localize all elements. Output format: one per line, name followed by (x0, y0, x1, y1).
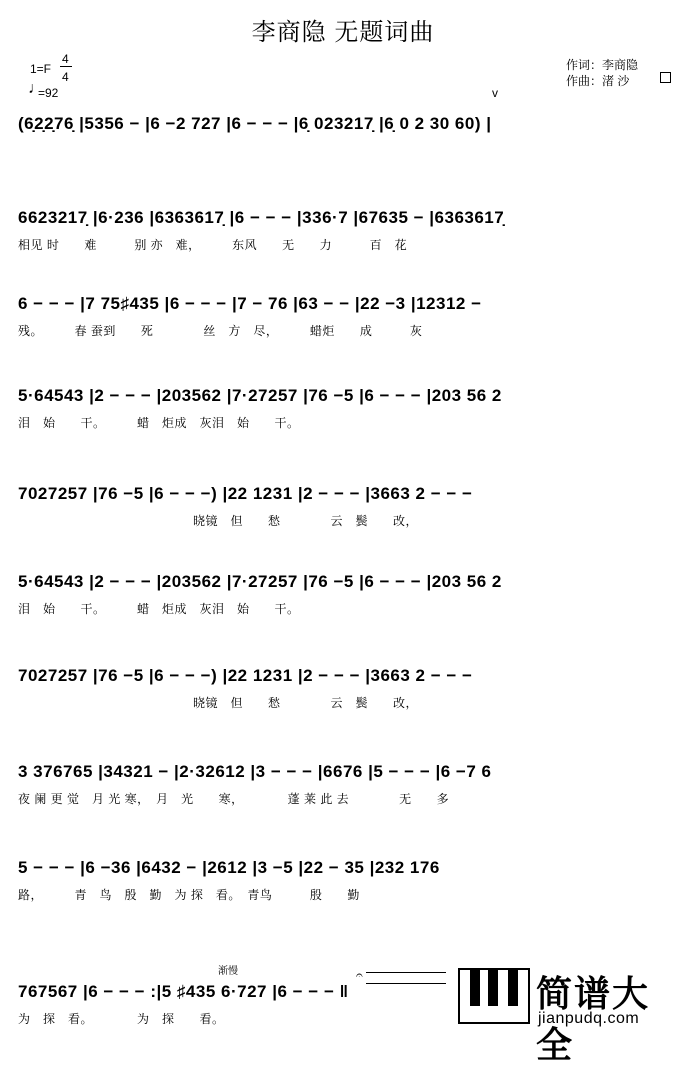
row-lyrics: 泪 始 干。 蜡 炬成 灰泪 始 干。 (18, 416, 300, 430)
row-notes: 3 376765 |34321 − |2·32612 |3 − − − |6676 |5 − − − |6 −7 6 (18, 762, 492, 781)
decrescendo-hairpin (366, 972, 446, 984)
key-signature: 1=F (30, 62, 52, 76)
breath-mark: v (492, 86, 498, 100)
row-notes: 5·64543 |2 − − − |203562 |7·27257 |76 −5 |6 − − − |203 56 2 (18, 386, 502, 405)
row-notes: 5 − − − |6 −36 |6432 − |2612 |3 −5 |22 − 35 |232 176 (18, 858, 440, 877)
rall-mark: 渐慢 (218, 966, 238, 977)
checkbox-icon (660, 72, 671, 83)
page-title: 李商隐 无题词曲 (251, 19, 435, 46)
row-lyrics: 晓镜 但 愁 云 鬓 改， (18, 514, 419, 528)
fermata-icon: 𝄐 (356, 968, 363, 982)
row-notes: 767567 |6 − − − :|5 ♯435 6·727 |6 − − − ‖ (18, 982, 349, 1001)
time-signature-bottom: 4 (62, 70, 69, 84)
site-logo (458, 964, 680, 1065)
time-signature-top: 4 (62, 52, 69, 66)
row-lyrics: 路， 青 鸟 殷 勤 为 探 看。 青鸟 殷 勤 (18, 888, 360, 902)
lyricist: 作词：李商隐 (566, 58, 639, 72)
row-lyrics: 残。 春 蚕到 死 丝 方 尽， 蜡炬 成 灰 (18, 324, 423, 338)
row-notes: 7027257 |76 −5 |6 − − −) |22 1231 |2 − − − |3663 2 − − − (18, 666, 473, 685)
composer: 作曲：渚 沙 (566, 74, 630, 88)
brand-name: 简谱大全 (536, 973, 651, 1065)
time-signature-line (60, 66, 72, 67)
row-notes: 7027257 |76 −5 |6 − − −) |22 1231 |2 − − − |3663 2 − − − (18, 484, 473, 503)
quarter-note-icon: ♩ (28, 80, 44, 97)
row-lyrics: 为 探 看。 为 探 看。 (18, 1012, 225, 1026)
row-notes: 6623217̣ |6·236 |6363617̣ |6 − − − |336·7 |67635 − |6363617̣ (18, 208, 505, 227)
row-notes: (6̣2̣2̣76̣ |5356 − |6 −2 727 |6 − − − |6̣ 023217̣ |6̣ 0 2 30 60) | (18, 114, 492, 133)
row-lyrics: 晓镜 但 愁 云 鬓 改， (18, 696, 419, 710)
piano-keys-icon (458, 968, 530, 1024)
row-lyrics: 夜 阑 更 觉 月 光 寒， 月 光 寒， 蓬 莱 此 去 无 多 (18, 792, 450, 806)
tempo-mark: =92 (38, 86, 59, 100)
row-notes: 5·64543 |2 − − − |203562 |7·27257 |76 −5 |6 − − − |203 56 2 (18, 572, 502, 591)
brand-url: jianpudq.com (538, 1010, 640, 1027)
row-notes: 6 − − − |7 75♯435 |6 − − − |7 − 76 |63 − − |22 −3 |12312 − (18, 294, 482, 313)
row-lyrics: 泪 始 干。 蜡 炬成 灰泪 始 干。 (18, 602, 300, 616)
row-lyrics: 相见 时 难 别 亦 难， 东风 无 力 百 花 (18, 238, 408, 252)
